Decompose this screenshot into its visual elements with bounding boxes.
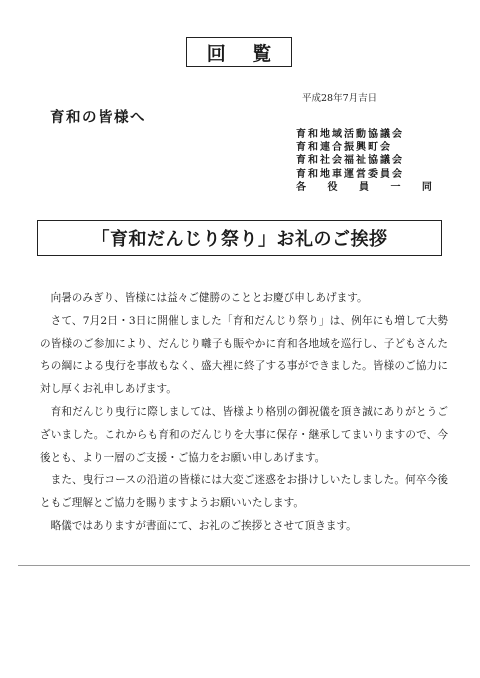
- sender-line: 各 役 員 一 同: [296, 181, 441, 193]
- issue-date: 平成28年7月吉日: [302, 93, 378, 104]
- divider: [18, 565, 470, 566]
- paragraph: また、曳行コースの沿道の皆様には大変ご迷惑をお掛けしいたしました。何卒今後ともご理解とご協力を賜りますようお願いいたします。: [40, 474, 448, 510]
- paragraph: 育和だんじり曳行に際しましては、皆様より格別の御祝儀を頂き誠にありがとうございました。これからも育和のだんじりを大事に保存・継承してまいりますので、今後とも、より一層のご支援・ご協力をお願い申しあげます。: [40, 405, 448, 464]
- paragraph: さて、7月2日・3日に開催しました「育和だんじり祭り」は、例年にも増して大勢の皆様のご参加により、だんじり囃子も賑やかに育和各地域を巡行し、子どもさんたちの綱による曳行を事故もなく、盛大裡に終了する事ができました。皆様のご協力に対し厚くお礼申しあげます。: [40, 314, 448, 396]
- sender-list: [296, 128, 441, 194]
- recipient-heading: 育和の皆様へ: [50, 109, 146, 126]
- sender-line: 育和地車運営委員会: [296, 168, 404, 180]
- sender-line: 育和地域活動協議会: [296, 129, 404, 140]
- circular-label: 回 覧: [186, 37, 292, 67]
- sender-line: 育和社会福祉協議会: [296, 155, 404, 167]
- letter-body: [40, 287, 448, 538]
- paragraph: 向暑のみぎり、皆様には益々ご健勝のこととお慶び申しあげます。: [50, 292, 368, 304]
- sender-line: 育和連合振興町会: [296, 142, 392, 154]
- document-title: 「育和だんじり祭り」お礼のご挨拶: [37, 220, 442, 256]
- paragraph: 略儀ではありますが書面にて、お礼のご挨拶とさせて頂きます。: [50, 519, 357, 532]
